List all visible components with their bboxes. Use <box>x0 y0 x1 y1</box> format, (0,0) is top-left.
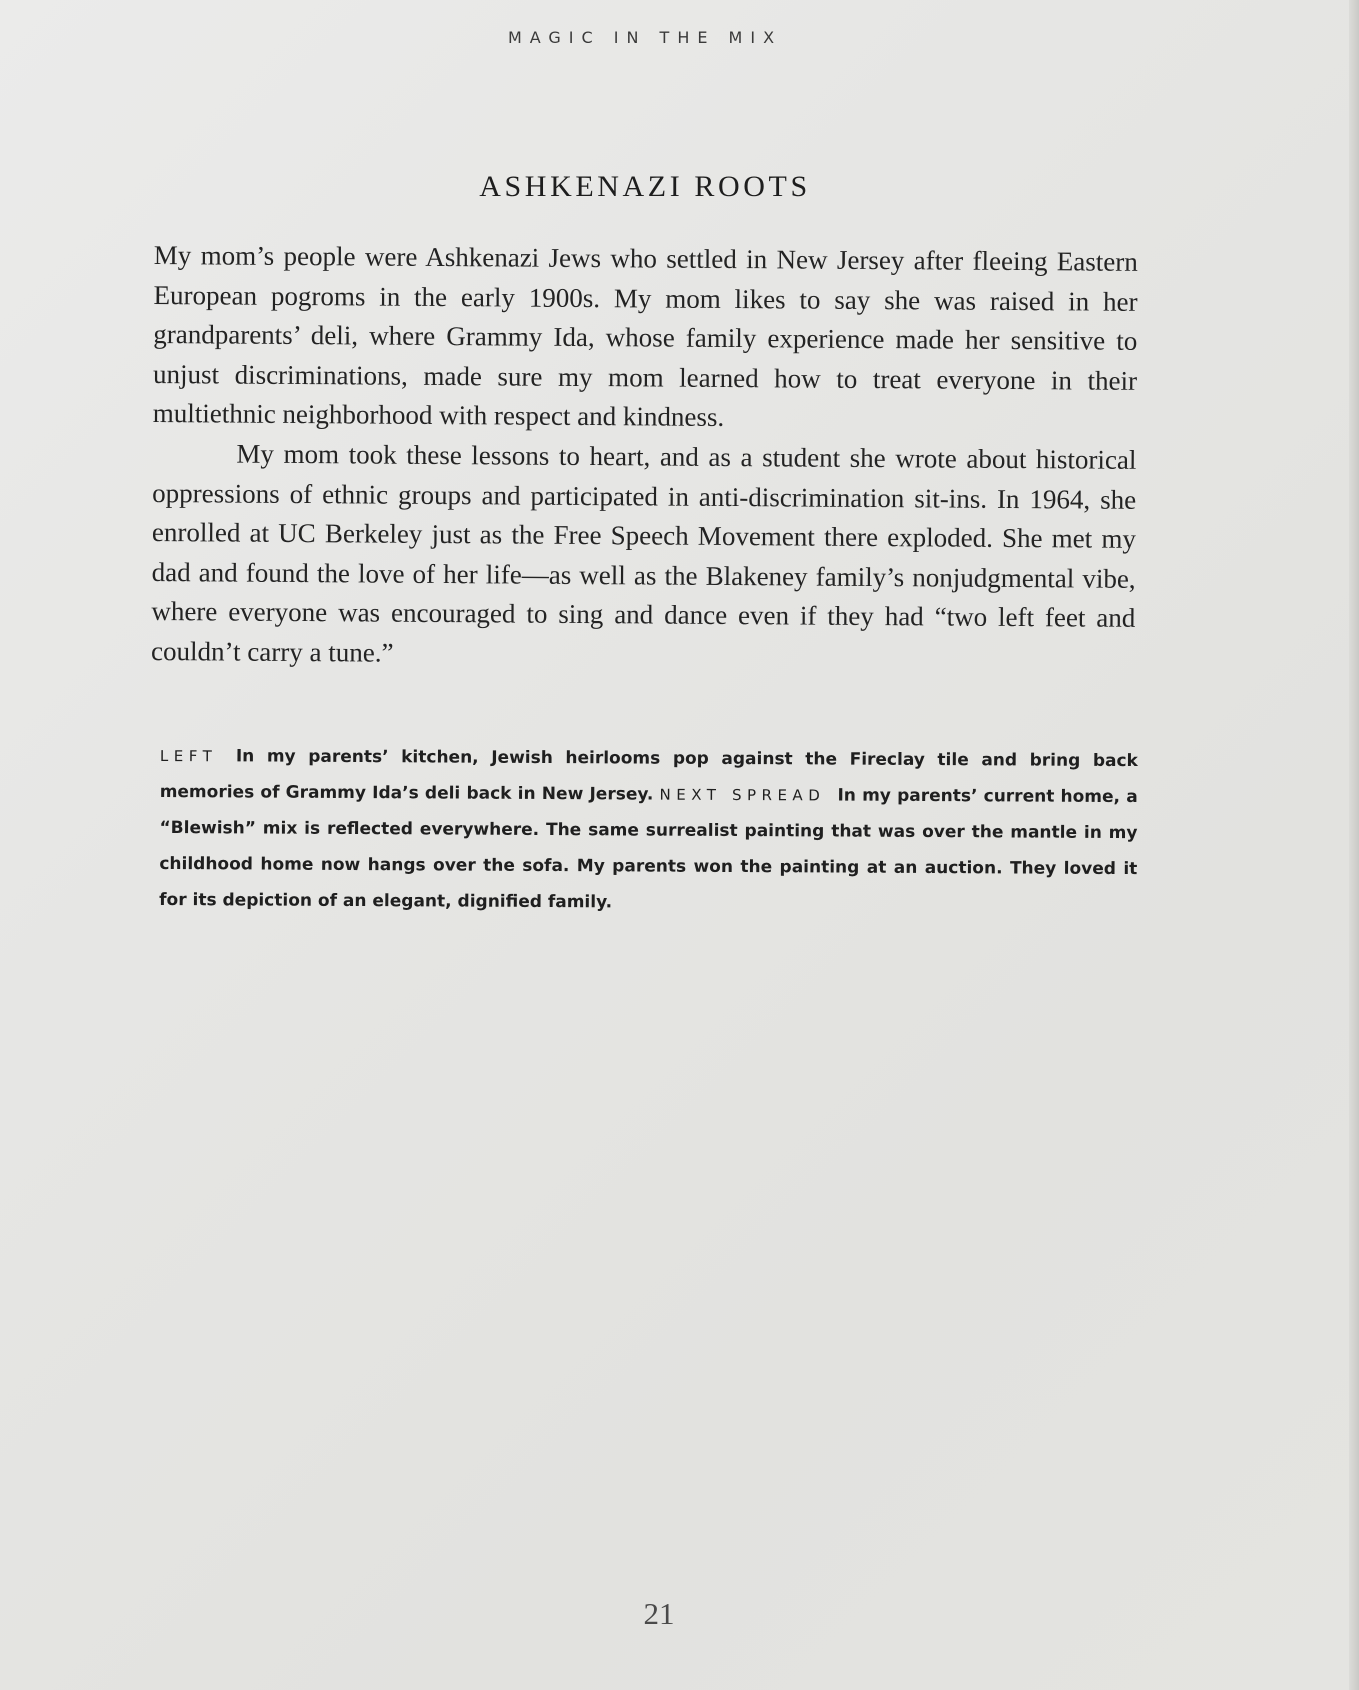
caption-text-next-spread: In my parents’ current home, a “Blewish” mix is reflected everywhere. The same surrealist painting that was over the mantle in my childhood home now hangs over the sofa. My parents won the painting at an auction. They loved it for its depiction of an elegant, dignified family. <box>159 785 1138 913</box>
page-number: 21 <box>643 1596 675 1631</box>
photo-caption <box>159 738 1138 923</box>
section-title: ASHKENAZI ROOTS <box>479 170 811 203</box>
page-edge-shadow <box>1349 0 1359 1690</box>
running-head: MAGIC IN THE MIX <box>507 28 783 47</box>
body-text <box>151 236 1138 678</box>
paragraph-2: My mom took these lessons to heart, and as a student she wrote about historical oppressions of ethnic groups and participated in anti-discrimination sit-ins. In 1964, she enrolled at UC Berkeley just as the Free Speech Movement there exploded. She met my dad and found the love of her life—as well as the Blakeney family’s nonjudgmental vibe, where everyone was encouraged to sing and dance even if they had “two left feet and couldn’t carry a tune.” <box>150 438 1137 668</box>
caption-tag-left: LEFT <box>159 746 218 766</box>
caption-text-left: In my parents’ kitchen, Jewish heirlooms pop against the Fireclay tile and bring back memories of Grammy Ida’s deli back in New Jersey. <box>159 746 1138 805</box>
caption-tag-next-spread: NEXT SPREAD <box>659 785 826 805</box>
paragraph-1: My mom’s people were Ashkenazi Jews who settled in New Jersey after fleeing Eastern European pogroms in the early 1900s. My mom likes to say she was raised in her grandparents’ deli, where Grammy Ida, whose family experience made her sensitive to unjust discriminations, made sure my mom learned how to treat everyone in their multiethnic neighborhood with respect and kindness. <box>152 239 1138 433</box>
